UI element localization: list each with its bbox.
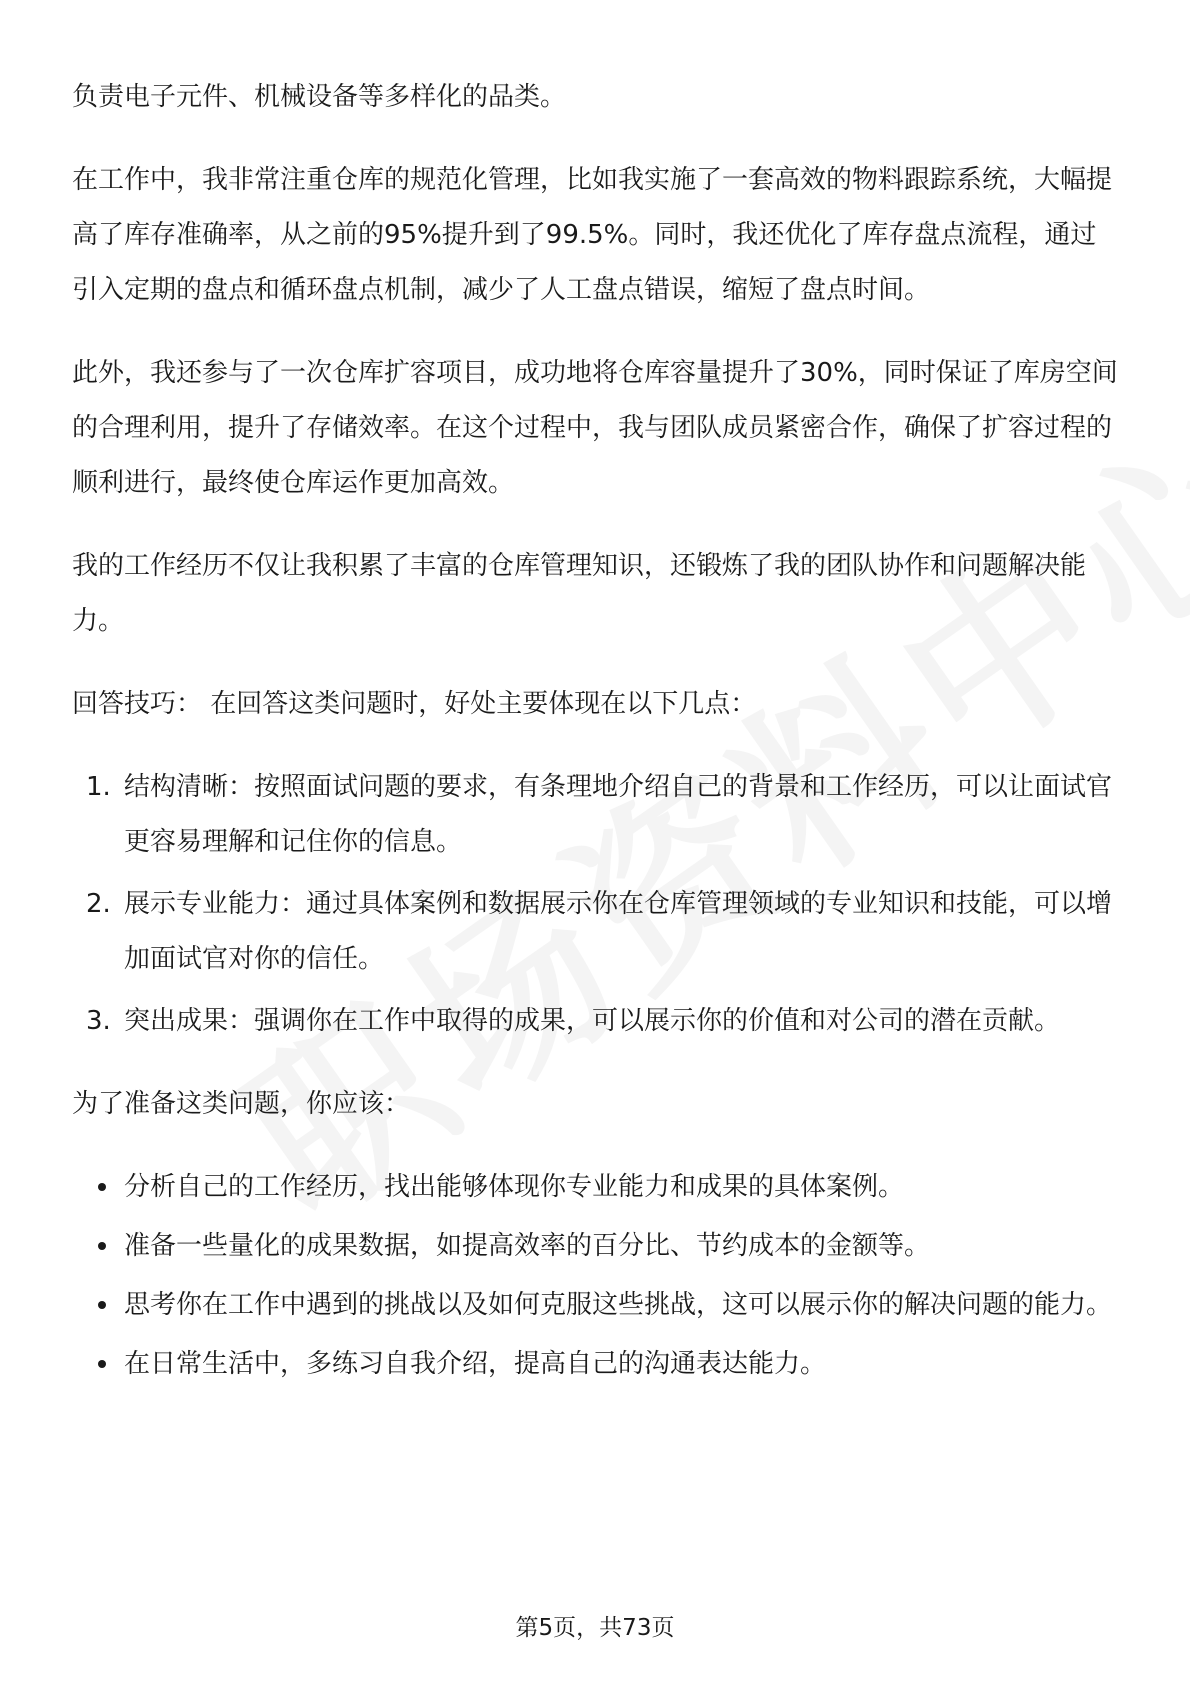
list-item-text: 结构清晰：按照面试问题的要求，有条理地介绍自己的背景和工作经历，可以让面试官更容易理解和记住你的信息。 bbox=[124, 772, 1113, 857]
list-item bbox=[72, 1278, 1118, 1333]
list-item-text: 准备一些量化的成果数据，如提高效率的百分比、节约成本的金额等。 bbox=[124, 1231, 931, 1261]
prepare-list bbox=[72, 1160, 1118, 1392]
paragraph-experience-summary: 我的工作经历不仅让我积累了丰富的仓库管理知识，还锻炼了我的团队协作和问题解决能力。 bbox=[72, 551, 1087, 636]
list-item-text: 思考你在工作中遇到的挑战以及如何克服这些挑战，这可以展示你的解决问题的能力。 bbox=[124, 1290, 1113, 1320]
bullet-icon bbox=[98, 1301, 106, 1309]
list-item-number: 2. bbox=[86, 889, 111, 919]
list-item bbox=[72, 1160, 1118, 1215]
bullet-icon bbox=[98, 1183, 106, 1191]
tips-list bbox=[72, 760, 1118, 1049]
list-item bbox=[72, 760, 1118, 870]
list-item bbox=[72, 877, 1118, 987]
list-item bbox=[72, 1219, 1118, 1274]
bullet-icon bbox=[98, 1360, 106, 1368]
list-item bbox=[72, 994, 1118, 1049]
paragraph-answer-tips: 回答技巧： 在回答这类问题时，好处主要体现在以下几点： bbox=[72, 689, 757, 719]
page-number-footer: 第5页，共73页 bbox=[515, 1615, 675, 1641]
bullet-icon bbox=[98, 1242, 106, 1250]
list-item-text: 在日常生活中，多练习自我介绍，提高自己的沟通表达能力。 bbox=[124, 1349, 827, 1379]
paragraph-expansion-project: 此外，我还参与了一次仓库扩容项目，成功地将仓库容量提升了30%，同时保证了库房空间的合理利用，提升了存储效率。在这个过程中，我与团队成员紧密合作，确保了扩容过程的顺利进行，最终使仓库运作更加高效。 bbox=[72, 358, 1118, 498]
list-item-text: 突出成果：强调你在工作中取得的成果，可以展示你的价值和对公司的潜在贡献。 bbox=[124, 1006, 1061, 1036]
list-item-number: 1. bbox=[86, 772, 111, 802]
list-item bbox=[72, 1337, 1118, 1392]
list-item-text: 分析自己的工作经历，找出能够体现你专业能力和成果的具体案例。 bbox=[124, 1172, 905, 1202]
paragraph-categories: 负责电子元件、机械设备等多样化的品类。 bbox=[72, 82, 567, 112]
page-content bbox=[72, 70, 1118, 1396]
list-item-number: 3. bbox=[86, 1006, 111, 1036]
paragraph-standardized-management: 在工作中，我非常注重仓库的规范化管理，比如我实施了一套高效的物料跟踪系统，大幅提高了库存准确率，从之前的95%提升到了99.5%。同时，我还优化了库存盘点流程，通过引入定期的盘点和循环盘点机制，减少了人工盘点错误，缩短了盘点时间。 bbox=[72, 165, 1113, 305]
list-item-text: 展示专业能力：通过具体案例和数据展示你在仓库管理领域的专业知识和技能，可以增加面试官对你的信任。 bbox=[124, 889, 1113, 974]
paragraph-prepare-heading: 为了准备这类问题，你应该： bbox=[72, 1089, 411, 1119]
